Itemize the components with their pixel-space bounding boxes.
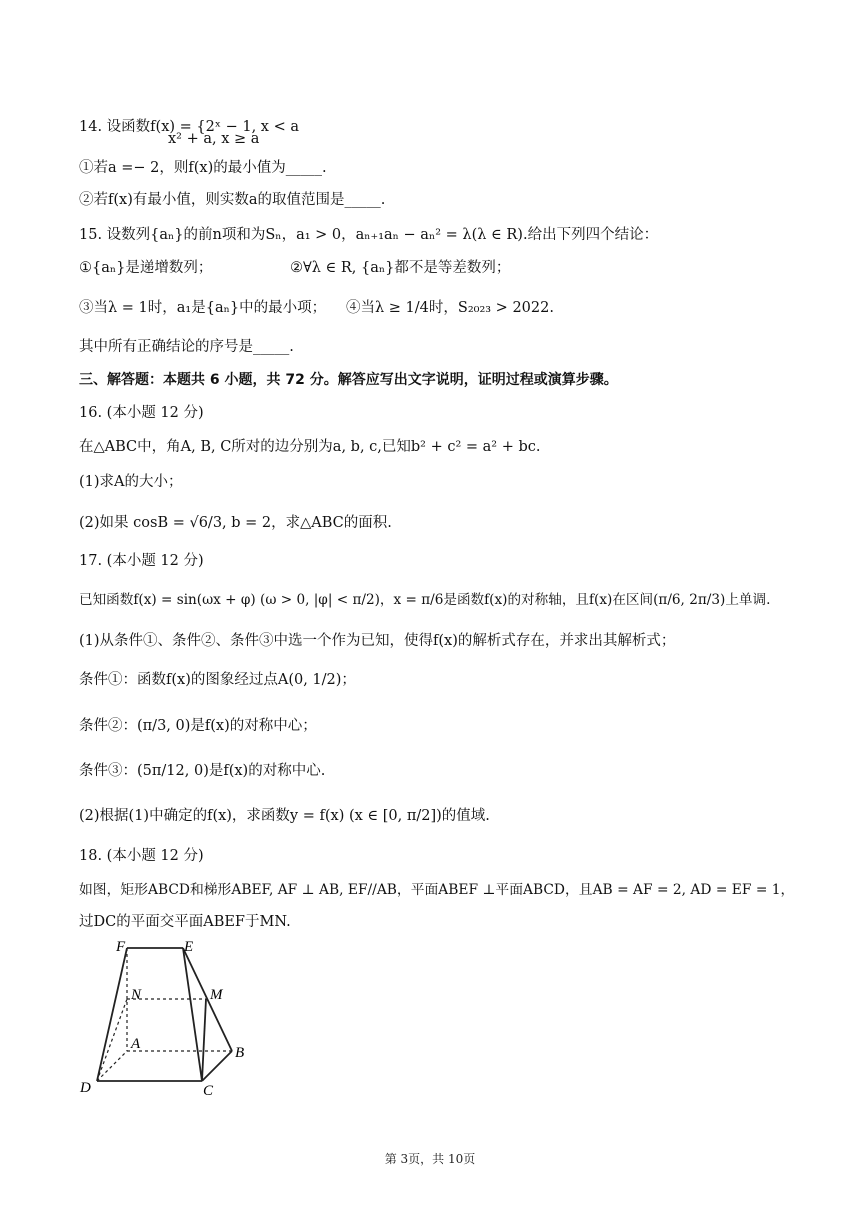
q14-line2: x² + a, x ≥ a xyxy=(168,131,260,147)
edge-FD xyxy=(97,948,127,1081)
q15-conclusion-2: ②∀λ ∈ R, {aₙ}都不是等差数列； xyxy=(290,260,511,276)
q14-part1: ①若a =− 2，则f(x)的最小值为_____. xyxy=(79,160,327,176)
q17-part2: (2)根据(1)中确定的f(x)，求函数y = f(x) (x ∈ [0, π/2])的值域. xyxy=(79,808,490,824)
q16-part1: (1)求A的大小； xyxy=(79,474,183,490)
q17-condition-3: 条件③：(5π/12, 0)是f(x)的对称中心. xyxy=(79,763,326,779)
q15-conclusion-3: ③当λ = 1时，a₁是{aₙ}中的最小项； xyxy=(79,300,327,316)
label-A: A xyxy=(131,1036,141,1052)
label-E: E xyxy=(184,939,194,955)
q17-condition-1: 条件①：函数f(x)的图象经过点A(0, 1/2)； xyxy=(79,672,356,688)
edge-CB xyxy=(202,1051,232,1081)
q15-end: 其中所有正确结论的序号是_____. xyxy=(79,339,294,355)
q14-part2: ②若f(x)有最小值，则实数a的取值范围是_____. xyxy=(79,192,386,208)
section-3-heading: 三、解答题：本题共 6 小题，共 72 分。解答应写出文字说明，证明过程或演算步骤。 xyxy=(79,372,618,388)
label-C: C xyxy=(203,1083,214,1099)
q16-stem: 在△ABC中，角A, B, C所对的边分别为a, b, c,已知b² + c² = a² + bc. xyxy=(79,439,541,455)
q15-conclusion-1: ①{aₙ}是递增数列； xyxy=(79,260,213,276)
q18-title: 18. (本小题 12 分) xyxy=(79,848,204,864)
label-B: B xyxy=(235,1045,245,1061)
q17-stem: 已知函数f(x) = sin(ωx + φ) (ω > 0, |φ| < π/2)，x = π/6是函数f(x)的对称轴，且f(x)在区间(π/6, 2π/3)上单调. xyxy=(79,592,771,608)
q16-title: 16. (本小题 12 分) xyxy=(79,405,204,421)
edge-MC xyxy=(202,999,206,1081)
label-N: N xyxy=(131,987,142,1003)
q14-line1: 14. 设函数f(x) = {2ˣ − 1, x < a xyxy=(79,119,299,135)
page-footer: 第 3页，共 10页 xyxy=(384,1152,476,1166)
q15-conclusion-4: ④当λ ≥ 1/4时，S₂₀₂₃ > 2022. xyxy=(346,300,554,316)
q17-part1: (1)从条件①、条件②、条件③中选一个作为已知，使得f(x)的解析式存在，并求出其解析式； xyxy=(79,633,676,649)
label-F: F xyxy=(116,939,126,955)
label-M: M xyxy=(210,987,223,1003)
label-D: D xyxy=(80,1080,91,1096)
q18-stem-line2: 过DC的平面交平面ABEF于MN. xyxy=(79,914,291,930)
q17-title: 17. (本小题 12 分) xyxy=(79,553,204,569)
q17-condition-2: 条件②：(π/3, 0)是f(x)的对称中心； xyxy=(79,718,317,734)
q16-part2: (2)如果 cosB = √6/3, b = 2，求△ABC的面积. xyxy=(79,515,392,531)
geometry-figure xyxy=(76,935,266,1100)
q15-stem: 15. 设数列{aₙ}的前n项和为Sₙ，a₁ > 0，aₙ₊₁aₙ − aₙ² = λ(λ ∈ R).给出下列四个结论： xyxy=(79,227,659,243)
edge-DA xyxy=(97,1051,127,1081)
q18-stem-line1: 如图，矩形ABCD和梯形ABEF, AF ⊥ AB, EF//AB，平面ABEF ⊥平面ABCD，且AB = AF = 2, AD = EF = 1， xyxy=(79,882,795,898)
